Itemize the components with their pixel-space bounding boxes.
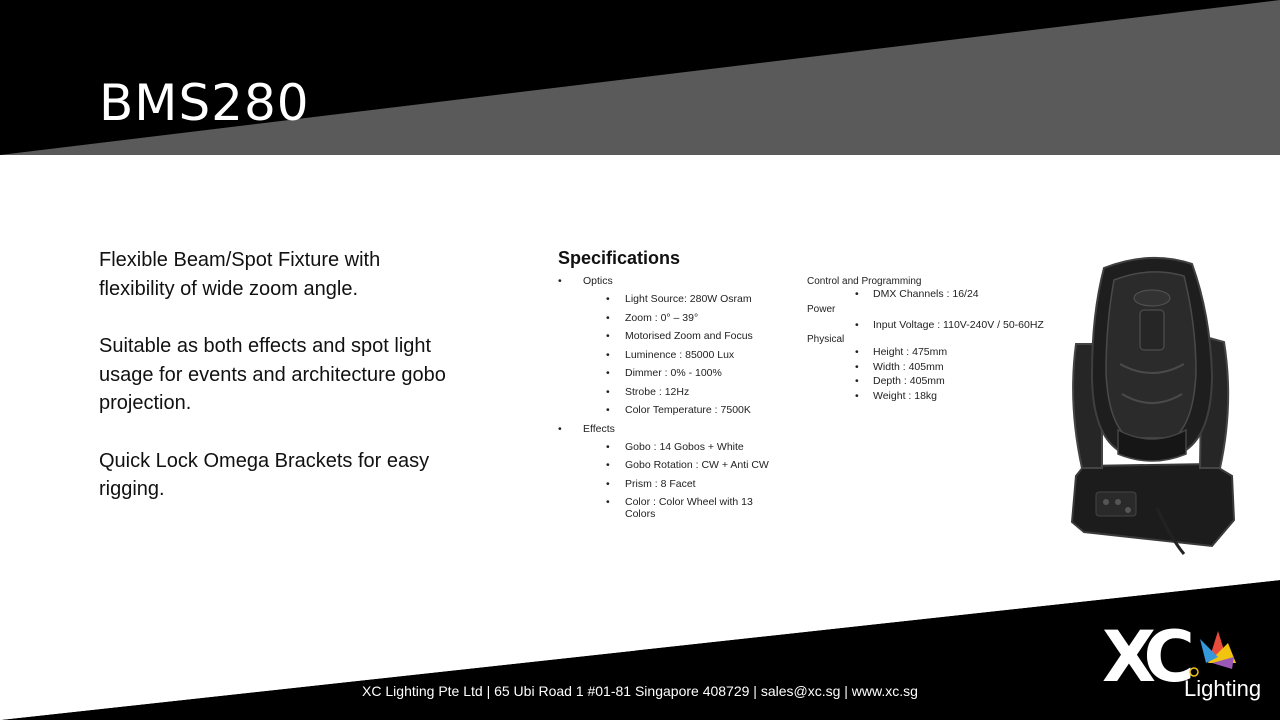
spec-item: • Gobo Rotation : CW + Anti CW [558, 459, 775, 471]
physical-list [807, 345, 1044, 403]
spec-item: • Light Source: 280W Osram [558, 293, 775, 305]
svg-text:XC: XC [1102, 617, 1185, 698]
effects-list [558, 441, 775, 521]
spec-item: • DMX Channels : 16/24 [807, 287, 1044, 302]
spec-item: • Motorised Zoom and Focus [558, 330, 775, 342]
specifications-heading: Specifications [558, 248, 681, 268]
description-paragraph: Flexible Beam/Spot Fixture with flexibility of wide zoom angle. [99, 249, 381, 300]
footer-contact: XC Lighting Pte Ltd | 65 Ubi Road 1 #01-81 Singapore 408729 | sales@xc.sg | www.xc.sg [362, 683, 918, 699]
spec-item: • Color Temperature : 7500K [558, 404, 775, 416]
description-paragraph: Suitable as both effects and spot light usage for events and architecture gobo projection. [99, 335, 446, 414]
spec-item: • Zoom : 0° – 39° [558, 312, 775, 324]
spec-item: • Color : Color Wheel with 13 Colors [558, 496, 775, 520]
description [99, 246, 459, 533]
spec-group-effects: • Effects [558, 423, 775, 435]
power-list [807, 318, 1044, 333]
spec-item: • Width : 405mm [807, 360, 1044, 375]
spec-group-physical: Physical [807, 334, 845, 345]
spec-group-optics: • Optics [558, 275, 775, 287]
description-paragraph: Quick Lock Omega Brackets for easy rigging. [99, 449, 430, 500]
spec-item: • Weight : 18kg [807, 389, 1044, 404]
xc-lighting-logo [1100, 617, 1265, 701]
spec-group-power: Power [807, 303, 836, 315]
slide-title: BMS280 [99, 74, 310, 132]
product-image [1062, 254, 1240, 556]
spec-item: • Height : 475mm [807, 345, 1044, 360]
spec-item: • Depth : 405mm [807, 374, 1044, 389]
spec-item: • Gobo : 14 Gobos + White [558, 441, 775, 453]
spec-item: • Prism : 8 Facet [558, 478, 775, 490]
svg-text:Lighting: Lighting [1184, 676, 1262, 701]
spec-group-control: Control and Programming [807, 276, 922, 287]
spec-column-right [807, 276, 1044, 403]
control-list [807, 287, 1044, 302]
spec-item: • Input Voltage : 110V-240V / 50-60HZ [807, 318, 1044, 333]
optics-list [558, 293, 775, 416]
spec-item: • Dimmer : 0% - 100% [558, 367, 775, 379]
spec-item: • Strobe : 12Hz [558, 386, 775, 398]
spec-column-left [558, 275, 775, 527]
spec-item: • Luminence : 85000 Lux [558, 349, 775, 361]
